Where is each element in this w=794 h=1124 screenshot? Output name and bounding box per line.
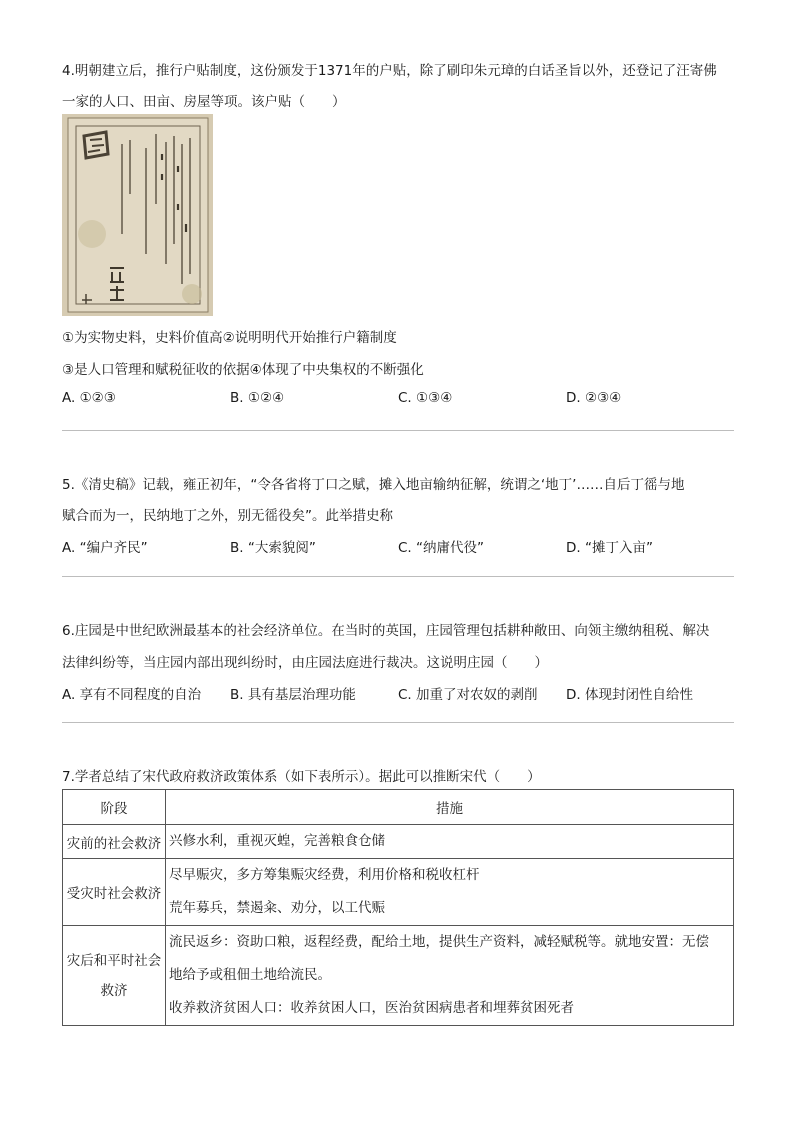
q6-option-b[interactable]: B. 具有基层治理功能 [230,687,356,703]
q6-option-a[interactable]: A. 享有不同程度的自治 [62,687,202,703]
measures-cell [166,825,734,859]
header-stage: 阶段 [63,790,166,825]
stage-cell [63,926,166,1026]
table-row [63,859,734,926]
measure-line: 尽早赈灾，多方筹集赈灾经费，利用价格和税收杠杆 [169,867,480,883]
q6-stem-line1: 6.庄园是中世纪欧洲最基本的社会经济单位。在当时的英国，庄园管理包括耕种敞田、向领主缴纳租税、解决 [62,623,710,639]
measure-line: 地给予或租佃土地给流民。 [169,967,331,983]
stage-cell: 灾前的社会救济 [63,825,166,859]
header-measures: 措施 [166,790,734,825]
measures-cell [166,926,734,1026]
measure-line: 收养救济贫困人口：收养贫困人口，医治贫困病患者和埋葬贫困死者 [169,1000,574,1016]
q4-option-b[interactable]: B. ①②④ [230,390,285,406]
q5-stem-line2: 赋合而为一，民纳地丁之外，别无徭役矣”。此举措史称 [62,508,393,524]
q4-stem-line1: 4.明朝建立后，推行户贴制度，这份颁发于1371年的户贴，除了刷印朱元璋的白话圣旨以外，还登记了汪寄佛 [62,63,717,79]
table-row [63,825,734,859]
divider [62,576,734,577]
q6-option-d[interactable]: D. 体现封闭性自给性 [566,687,693,703]
q4-option-a[interactable]: A. ①②③ [62,390,116,406]
measure-line: 兴修水利，重视灭蝗，完善粮食仓储 [169,833,385,849]
measure-line: 流民返乡：资助口粮，返程经费，配给土地，提供生产资料，减轻赋税等。就地安置：无偿 [169,934,709,950]
q5-option-a[interactable]: A. “编户齐民” [62,540,148,556]
q7-stem: 7.学者总结了宋代政府救济政策体系（如下表所示）。据此可以推断宋代（ ） [62,769,541,785]
q4-option-c[interactable]: C. ①③④ [398,390,453,406]
divider [62,430,734,431]
relief-policy-table [62,789,734,1026]
measures-cell [166,859,734,926]
q4-statement1: ①为实物史料，史料价值高②说明明代开始推行户籍制度 [62,330,397,346]
stage-cell: 受灾时社会救济 [63,859,166,926]
q5-option-c[interactable]: C. “纳庸代役” [398,540,484,556]
divider [62,722,734,723]
q6-option-c[interactable]: C. 加重了对农奴的剥削 [398,687,538,703]
stage-line: 救济 [100,982,128,999]
household-certificate-photo [62,114,213,316]
q4-option-d[interactable]: D. ②③④ [566,390,622,406]
table-header-row [63,790,734,825]
q4-stem-line2: 一家的人口、田亩、房屋等项。该户贴（ ） [62,94,346,110]
table-row [63,926,734,1026]
stage-line: 灾后和平时社会 [66,952,162,969]
q6-stem-line2: 法律纠纷等，当庄园内部出现纠纷时，由庄园法庭进行裁决。这说明庄园（ ） [62,655,548,671]
q4-statement2: ③是人口管理和赋税征收的依据④体现了中央集权的不断强化 [62,362,424,378]
q5-stem-line1: 5.《清史稿》记载，雍正初年，“令各省将丁口之赋，摊入地亩输纳征解，统谓之‘地丁’……自后丁徭与地 [62,477,685,493]
q5-option-d[interactable]: D. “摊丁入亩” [566,540,653,556]
q5-option-b[interactable]: B. “大索貌阅” [230,540,316,556]
measure-line: 荒年募兵，禁遏籴、劝分，以工代赈 [169,900,385,916]
